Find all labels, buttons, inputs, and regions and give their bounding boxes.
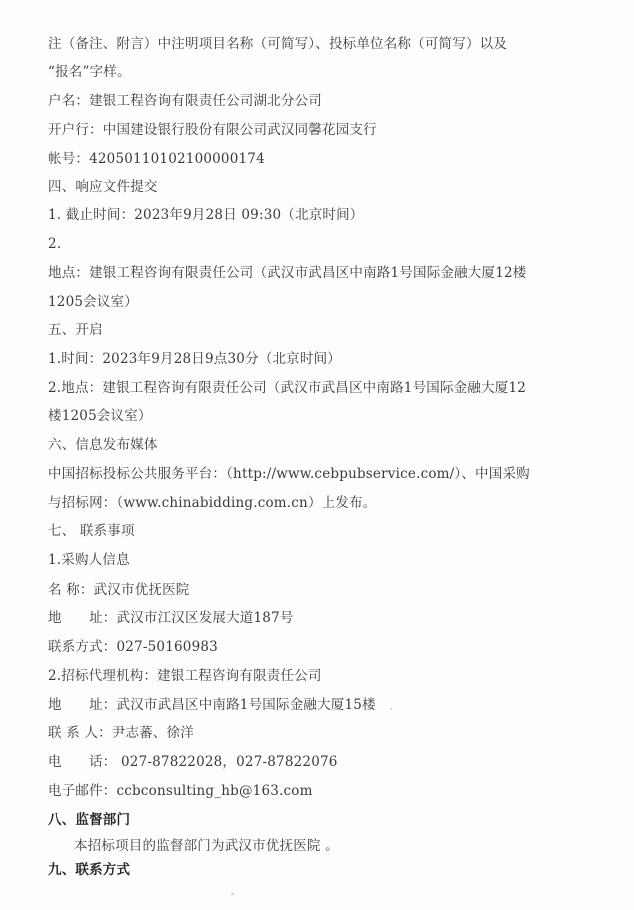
phone-line: 电 话： 027-87822028，027-87822076 xyxy=(48,754,338,770)
email-line: 电子邮件：ccbconsulting_hb@163.com xyxy=(48,783,313,799)
opening-location-line: 2.地点：建银工程咨询有限责任公司（武汉市武昌区中南路1号国际金融大厦12 xyxy=(48,380,527,396)
section-heading: 九、联系方式 xyxy=(48,862,131,878)
scan-speck xyxy=(231,893,234,895)
section-heading: 五、开启 xyxy=(48,322,103,338)
media-line-cont: 与招标网：（www.chinabidding.com.cn）上发布。 xyxy=(48,495,377,511)
contact-person-line: 联 系 人：尹志蕃、徐洋 xyxy=(48,725,194,741)
scan-speck xyxy=(390,708,392,710)
media-line: 中国招标投标公共服务平台：（http://www.cebpubservice.com/）、中国采购 xyxy=(48,466,530,482)
purchaser-name-line: 名 称：武汉市优抚医院 xyxy=(48,582,190,598)
list-item: 2. xyxy=(48,236,62,252)
section-heading: 七、 联系事项 xyxy=(48,523,135,539)
section-heading: 四、响应文件提交 xyxy=(48,179,158,195)
location-line: 地点：建银工程咨询有限责任公司（武汉市武昌区中南路1号国际金融大厦12楼 xyxy=(48,265,527,281)
account-name-line: 户名：建银工程咨询有限责任公司湖北分公司 xyxy=(48,93,322,109)
agency-line: 2.招标代理机构：建银工程咨询有限责任公司 xyxy=(48,668,322,684)
section-heading: 六、信息发布媒体 xyxy=(48,437,158,453)
location-line-cont: 1205会议室） xyxy=(48,294,138,310)
supervision-line: 本招标项目的监督部门为武汉市优抚医院 。 xyxy=(74,838,339,854)
section-heading: 八、监督部门 xyxy=(48,812,131,828)
subsection-heading: 1.采购人信息 xyxy=(48,552,130,568)
purchaser-address-line: 地 址：武汉市江汉区发展大道187号 xyxy=(48,610,294,626)
paragraph-line: “报名”字样。 xyxy=(48,64,131,80)
opening-location-line-cont: 楼1205会议室） xyxy=(48,408,152,424)
paragraph-line: 注（备注、附言）中注明项目名称（可简写）、投标单位名称（可简写）以及 xyxy=(48,36,508,52)
purchaser-contact-line: 联系方式：027-50160983 xyxy=(48,639,218,655)
agency-address-line: 地 址：武汉市武昌区中南路1号国际金融大厦15楼 xyxy=(48,697,376,713)
opening-time-line: 1.时间：2023年9月28日9点30分（北京时间） xyxy=(48,351,341,367)
bank-line: 开户行：中国建设银行股份有限公司武汉同馨花园支行 xyxy=(48,122,377,138)
deadline-line: 1. 截止时间：2023年9月28日 09:30（北京时间） xyxy=(48,207,364,223)
account-number-line: 帐号：42050110102100000174 xyxy=(48,151,265,167)
